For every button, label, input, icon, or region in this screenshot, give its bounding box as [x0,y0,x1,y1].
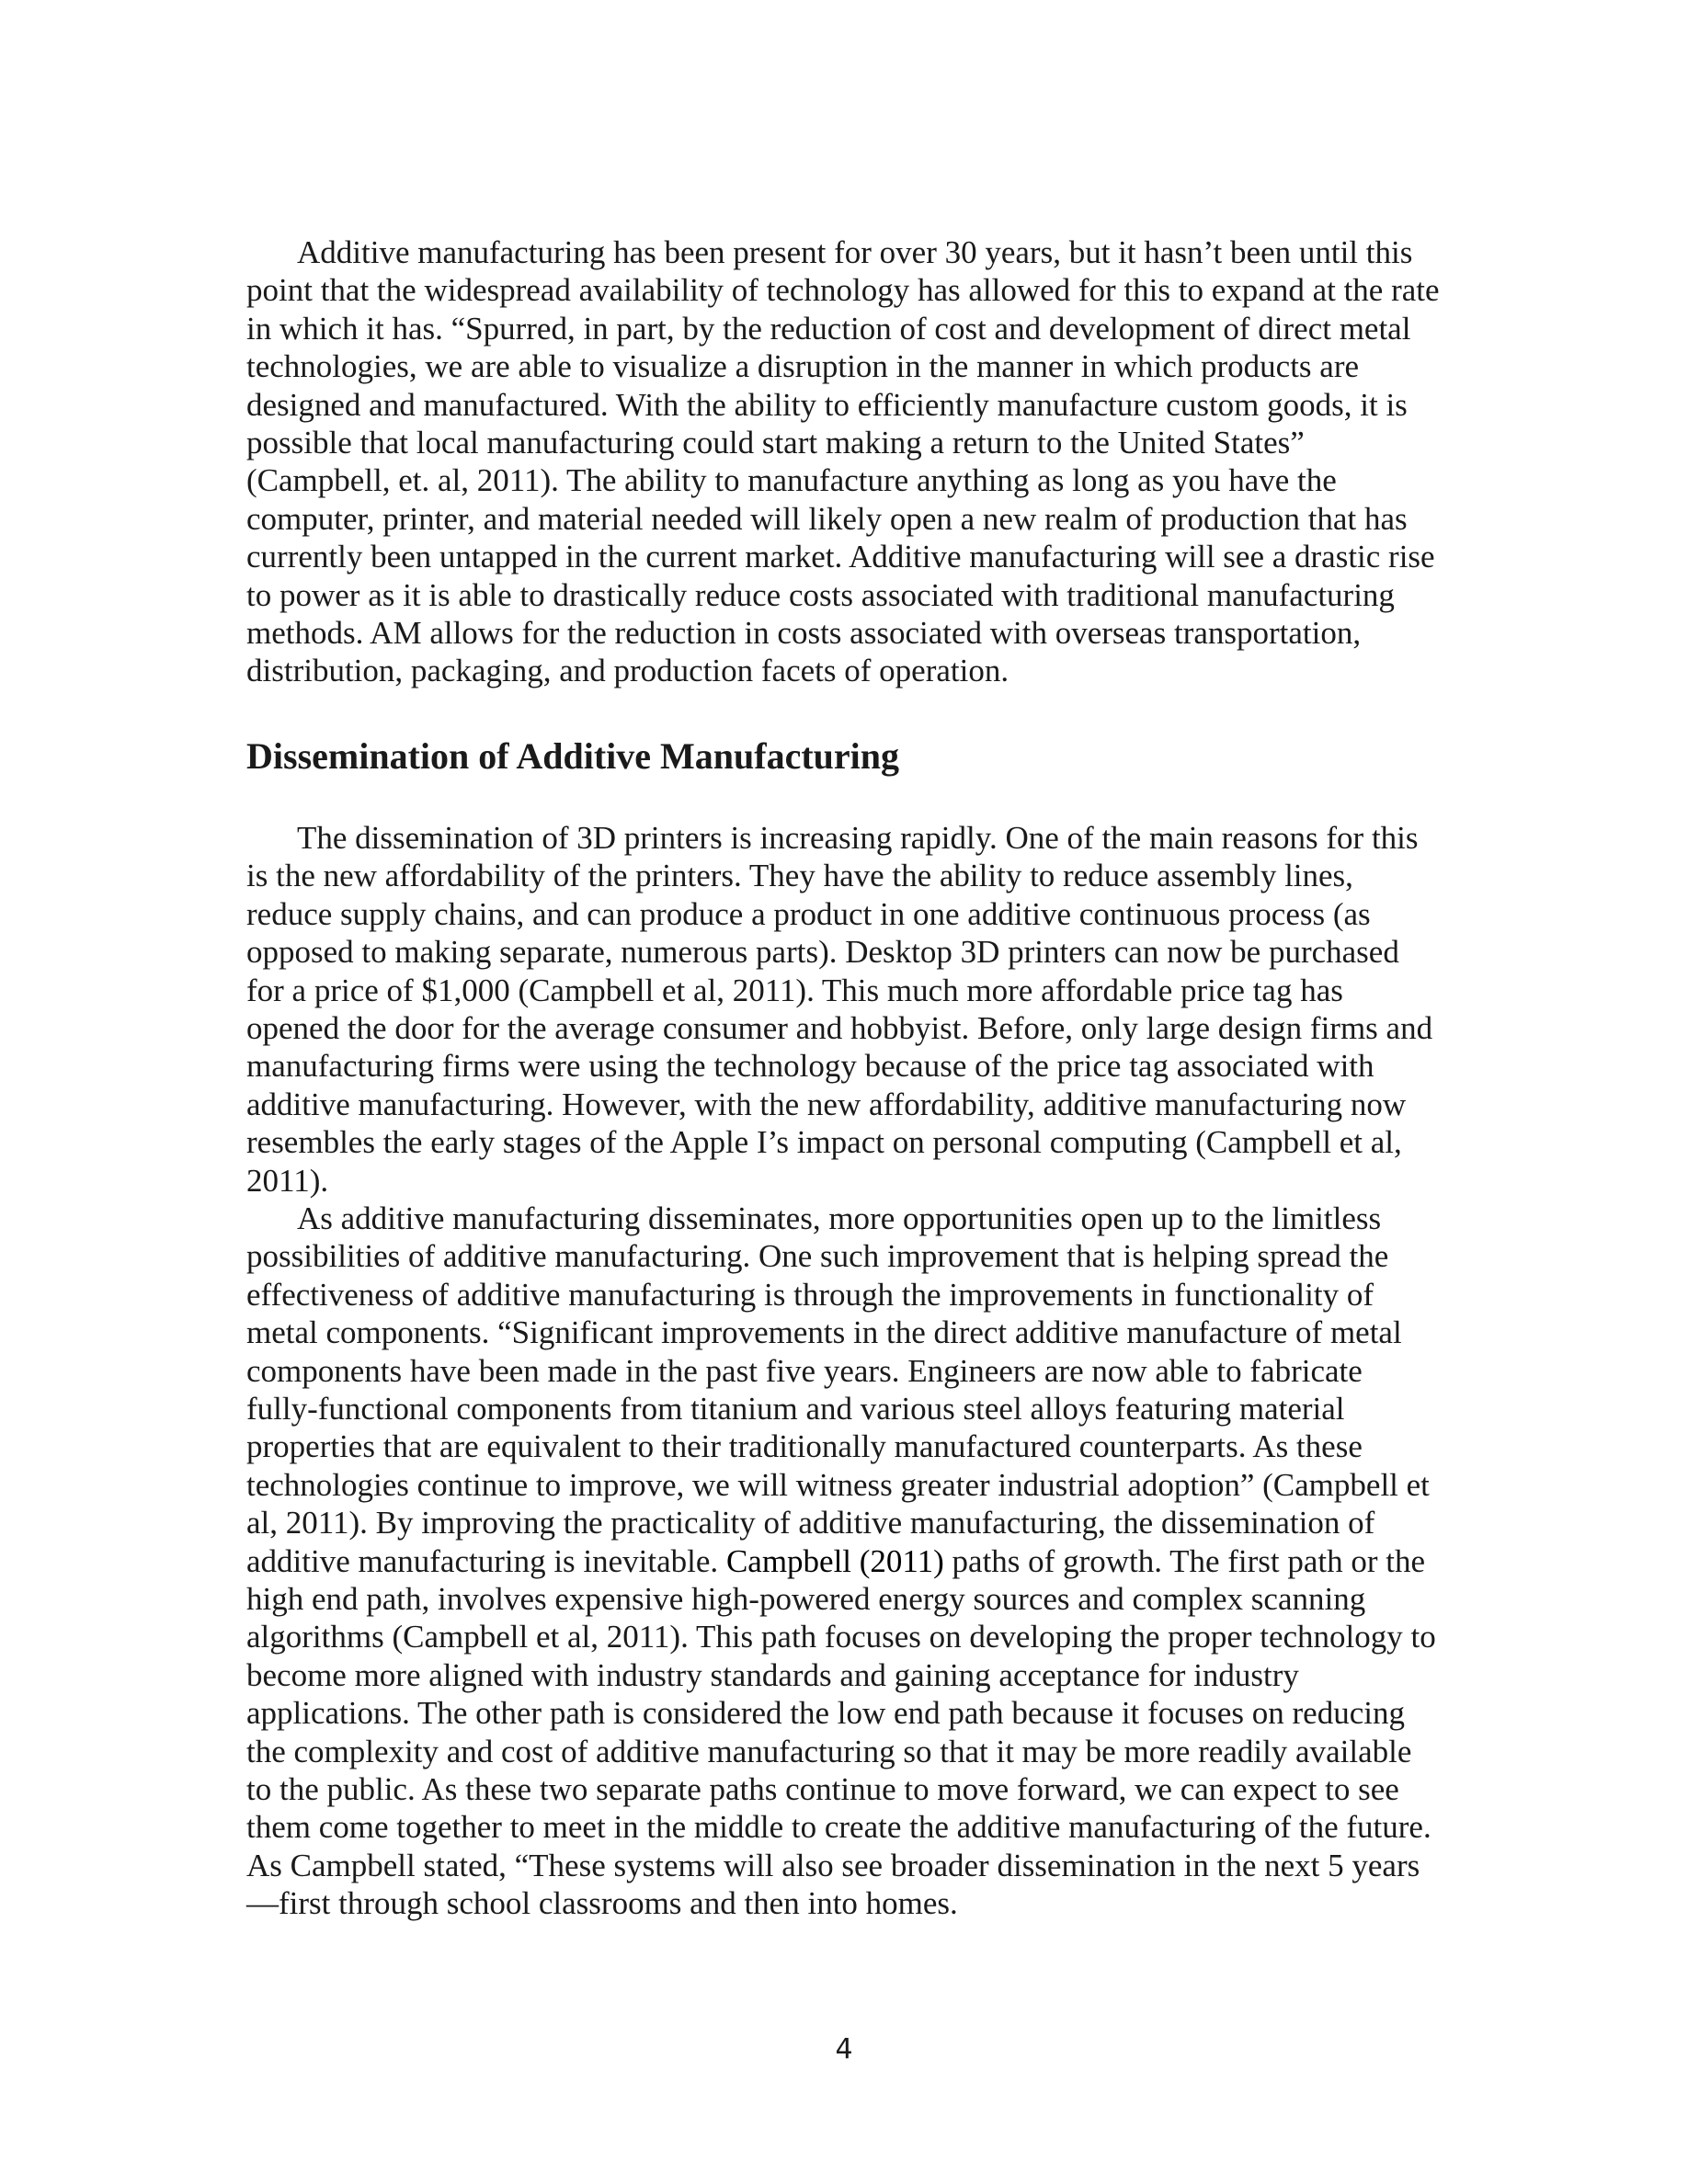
page-number: 4 [835,2033,853,2065]
inline-citation: Campbell (2011) [725,1542,944,1579]
paragraph-paths-of-growth [246,1200,1442,1923]
body-text-column [246,233,1442,1923]
paragraph-am-history: Additive manufacturing has been present for over 30 years, but it hasn’t been until this point that the widespread availability of technology has allowed for this to expand at the rate in which it has. “Spurred, in part, by the reduction of cost and development of direct metal technologies, we are able to visualize a disruption in the manner in which products are designed and manufactured. With the ability to efficiently manufacture custom goods, it is possible that local manufacturing could start making a return to the United States” (Campbell, et. al, 2011). The ability to manufacture anything as long as you have the computer, printer, and material needed will likely open a new realm of production that has currently been untapped in the current market. Additive manufacturing will see a drastic rise to power as it is able to drastically reduce costs associated with traditional manufacturing methods. AM allows for the reduction in costs associated with overseas transportation, distribution, packaging, and production facets of operation. [246,234,1440,689]
paragraph-text-part-1: As additive manufacturing disseminates, more opportunities open up to the limitless possibilities of additive manufacturing. One such improvement that is helping spread the effectiveness of additive manufacturing is through the improvements in functionality of metal components. “Significant improvements in the direct additive manufacture of metal components have been made in the past five years. Engineers are now able to fabricate fully-functional components from titanium and various steel alloys featuring material properties that are equivalent to their traditionally manufactured counterparts. As these technologies continue to improve, we will witness greater industrial adoption” (Campbell et al, 2011). By improving the practicality of additive manufacturing, the dissemination of additive manufacturing is inevitable. [246,1200,1430,1579]
section-heading: Dissemination of Additive Manufacturing [246,734,900,777]
paragraph-dissemination-affordability: The dissemination of 3D printers is increasing rapidly. One of the main reasons for this is the new affordability of the printers. They have the ability to reduce assembly lines, reduce supply chains, and can produce a product in one additive continuous process (as opposed to making separate, numerous parts). Desktop 3D printers can now be purchased for a price of $1,000 (Campbell et al, 2011). This much more affordable price tag has opened the door for the average consumer and hobbyist. Before, only large design firms and manufacturing firms were using the technology because of the price tag associated with additive manufacturing. However, with the new affordability, additive manufacturing now resembles the early stages of the Apple I’s impact on personal computing (Campbell et al, 2011). [246,819,1433,1199]
paragraph-text-part-2: paths of growth. The first path or the high end path, involves expensive high-powered energy sources and complex scanning algorithms (Campbell et al, 2011). This path focuses on developing the proper technology to become more aligned with industry standards and gaining acceptance for industry applications. The other path is considered the low end path because it focuses on reducing the complexity and cost of additive manufacturing so that it may be more readily available to the public. As these two separate paths continue to move forward, we can expect to see them come together to meet in the middle to create the additive manufacturing of the future. As Campbell stated, “These systems will also see broader dissemination in the next 5 years—first through school classrooms and then into homes. [246,1542,1436,1922]
